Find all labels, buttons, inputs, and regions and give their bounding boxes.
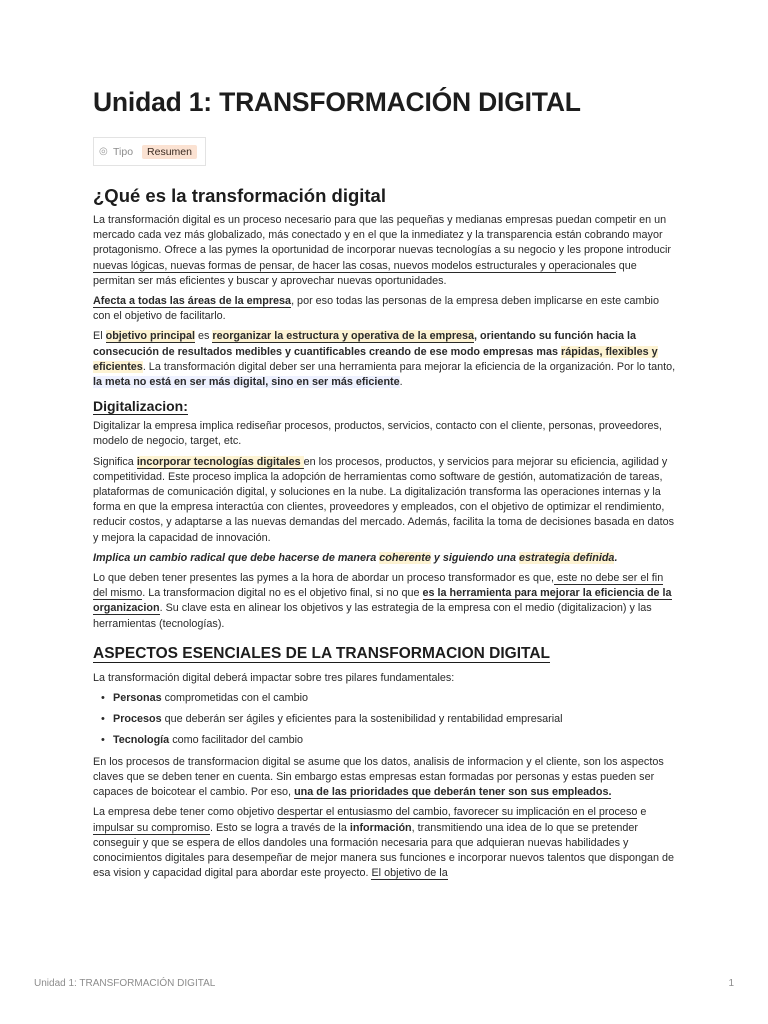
paragraph: La empresa debe tener como objetivo despertar el entusiasmo del cambio, favorecer su implicación en el proceso e impulsar su compromiso. Esto se logra a través de la información, transmitiendo una idea de lo que se pretender conseguir y que se espera de ellos dandoles una formación necesaria para que adquieran nuevas habilidades y conocimientos digitales para desempeñar de mejor manera sus funciones e incorporar nuevos talentos que dispongan de esa vision y capacidad digital para abordar este proyecto. El objetivo de la <box>93 806 674 880</box>
paragraph: El objetivo principal es reorganizar la estructura y operativa de la empresa, orientando su función hacia la consecución de resultados medibles y cuantificables creando de ese modo empresas mas rápidas, flexibles y eficientes. La transformación digital deber ser una herramienta para mejorar la eficiencia de la organización. Por lo tanto, la meta no está en ser más digital, sino en ser más eficiente. <box>93 330 676 389</box>
footer-title: Unidad 1: TRANSFORMACIÓN DIGITAL <box>34 978 216 989</box>
paragraph: La transformación digital es un proceso necesario para que las pequeñas y medianas empresas puedan competir en un mercado cada vez más globalizado, más conectado y en el que la inmediatez y la transparencia están cobrando mayor protagonismo. Ofrece a las pymes la oportunidad de incorporar nuevas tecnologías a su negocio y les propone introducir nuevas lógicas, nuevas formas de pensar, de hacer las cosas, nuevos modelos estructurales y operacionales que permitan ser más eficientes y buscar y aprovechar nuevas oportunidades. <box>93 214 671 287</box>
pillars-list <box>93 691 677 749</box>
target-icon: ◎ <box>99 146 108 157</box>
page-footer <box>34 978 734 989</box>
paragraph: Significa incorporar tecnologías digitales en los procesos, productos, y servicios para mejorar su eficiencia, agilidad y competitividad. Este proceso implica la adopción de herramientas como software de gestión, automatización de tareas, plataformas de comunicación digital, y soluciones en la nube. La digitalización transforma las operaciones internas y la forma en que la empresa interactúa con clientes, proveedores y empleados, con el objetivo de optimizar el rendimiento, reducir costos, y adaptarse a las nuevas demandas del mercado. Además, facilita la toma de decisiones basada en datos y mejora la capacidad de innovación. <box>93 455 674 544</box>
list-item: • Personas comprometidas con el cambio <box>93 691 677 706</box>
page-title: Unidad 1: TRANSFORMACIÓN DIGITAL <box>93 87 581 117</box>
paragraph: La transformación digital deberá impactar sobre tres pilares fundamentales: <box>93 671 455 684</box>
section-heading-digitalizacion: Digitalizacion: <box>93 398 188 415</box>
list-item: • Tecnología como facilitador del cambio <box>93 733 677 748</box>
property-row[interactable] <box>93 137 206 166</box>
type-tag[interactable]: Resumen <box>142 145 197 159</box>
page-number: 1 <box>728 978 734 989</box>
section-heading-que-es: ¿Qué es la transformación digital <box>93 185 386 206</box>
document-page <box>93 84 677 886</box>
paragraph: Digitalizar la empresa implica rediseñar procesos, productos, servicios, contacto con el cliente, personas, proveedores, modelo de negocio, target, etc. <box>93 420 662 448</box>
list-item: • Procesos que deberán ser ágiles y eficientes para la sostenibilidad y rentabilidad empresarial <box>93 712 677 727</box>
section-heading-aspectos: ASPECTOS ESENCIALES DE LA TRANSFORMACION DIGITAL <box>93 644 550 662</box>
paragraph: Lo que deben tener presentes las pymes a la hora de abordar un proceso transformador es que, este no debe ser el fin del mismo. La transformacion digital no es el objetivo final, si no que es la herramienta para mejorar la eficiencia de la organizacion. Su clave esta en alinear los objetivos y las estrategia de la empresa con el medio (digitalizacion) y las herramientas (tecnologías). <box>93 572 672 630</box>
paragraph: Implica un cambio radical que debe hacerse de manera coherente y siguiendo una estrategia definida. <box>93 551 618 564</box>
paragraph: En los procesos de transformacion digital se asume que los datos, analisis de informacion y el cliente, son los aspectos claves que se deben tener en cuenta. Sin embargo estas empresas estan formadas por personas y estas pueden ser capaces de boicotear el cambio. Por eso, una de las prioridades que deberán tener son sus empleados. <box>93 755 664 799</box>
paragraph: Afecta a todas las áreas de la empresa, por eso todas las personas de la empresa deben implicarse en este cambio con el objetivo de facilitarlo. <box>93 295 659 323</box>
property-label: Tipo <box>113 145 134 158</box>
